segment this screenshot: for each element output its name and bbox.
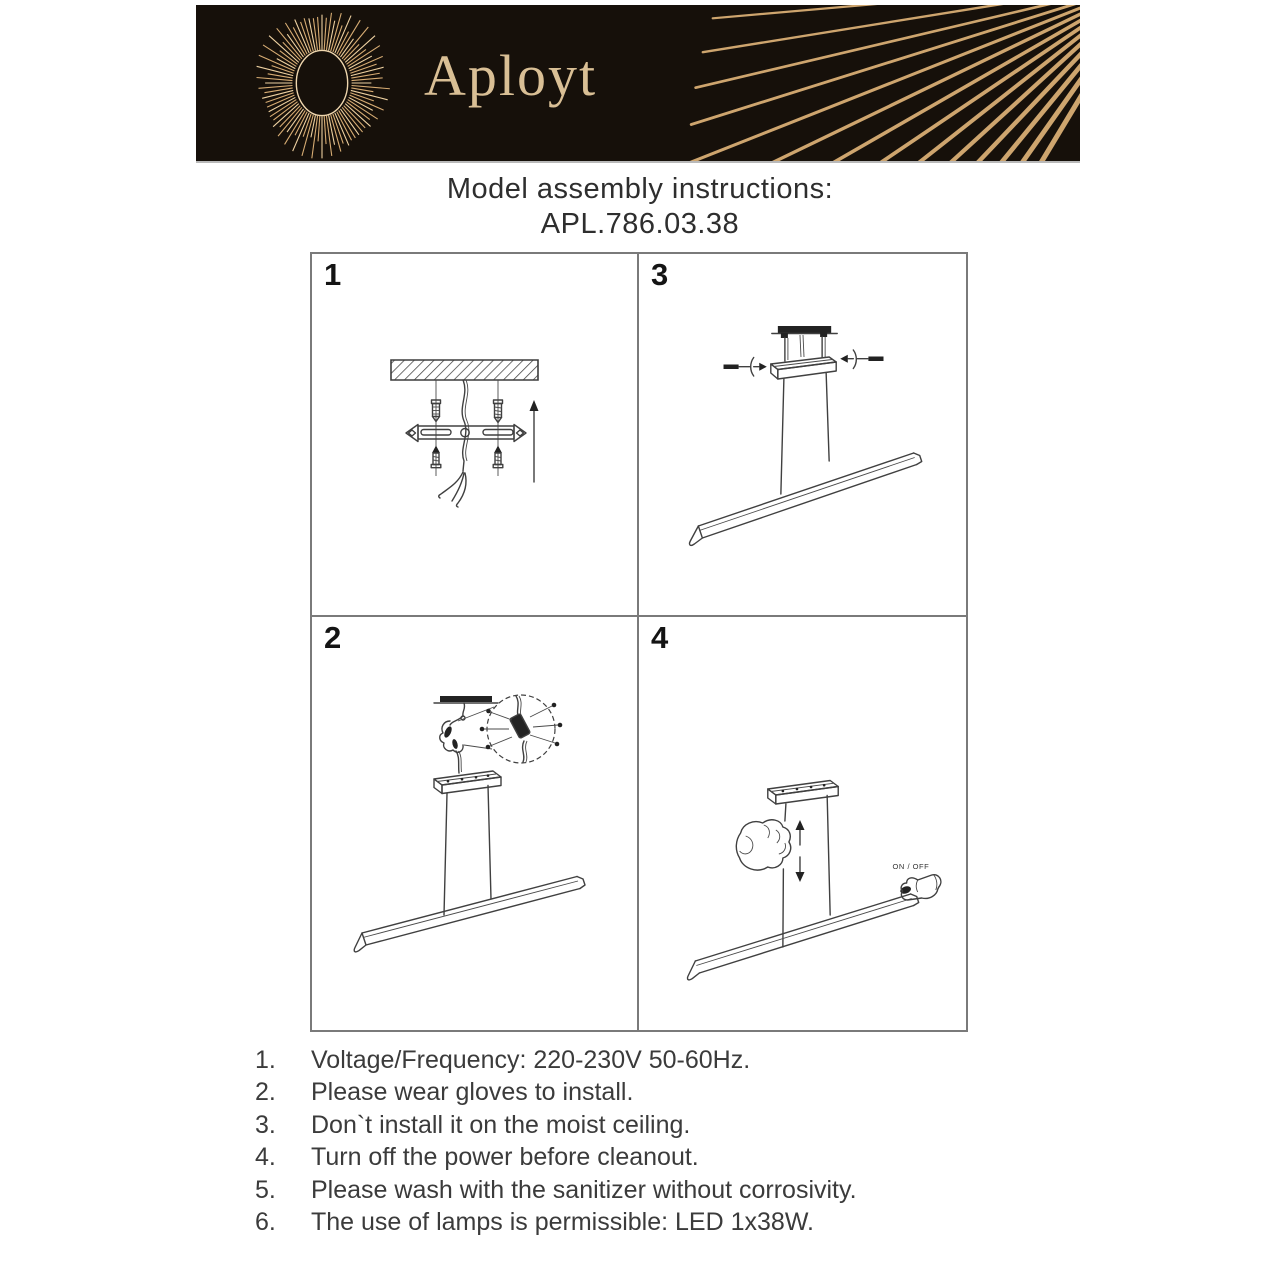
wire-connector	[440, 716, 463, 773]
ceiling-bracket	[434, 696, 498, 720]
list-item	[255, 1109, 1015, 1141]
step-panel-3	[639, 254, 966, 617]
step-panel-4	[639, 617, 966, 1030]
light-bar	[354, 877, 585, 952]
corner-rays-decoration	[196, 5, 1080, 163]
ceiling-plate	[772, 326, 837, 338]
screw	[431, 446, 441, 468]
item-text: Turn off the power before cleanout.	[311, 1143, 699, 1172]
list-item	[255, 1076, 1015, 1108]
item-number: 2.	[255, 1078, 276, 1107]
model-number: APL.786.03.38	[540, 208, 740, 240]
step-panel-1	[312, 254, 639, 617]
step-number: 2	[324, 620, 342, 655]
step-number: 4	[651, 620, 669, 655]
magnifier-inset	[458, 695, 562, 763]
list-item	[255, 1174, 1015, 1206]
item-number: 1.	[255, 1046, 276, 1074]
wiring-diagram	[312, 617, 637, 1030]
item-text: Please wear gloves to install.	[311, 1078, 634, 1107]
item-text: The use of lamps is permissible: LED 1x38W.	[311, 1208, 814, 1237]
step-panel-2	[312, 617, 639, 1030]
light-bar	[688, 894, 919, 980]
list-item	[255, 1044, 1015, 1076]
suspension-cables	[444, 786, 491, 916]
brand-banner	[196, 5, 1080, 163]
notes-list	[255, 1044, 1015, 1238]
item-text: Please wash with the sanitizer without corrosivity.	[311, 1175, 857, 1204]
canopy-screws-diagram	[639, 254, 966, 615]
canopy-box	[434, 771, 501, 794]
title-line: Model assembly instructions:	[446, 173, 834, 205]
on-off-label: ON / OFF	[892, 862, 930, 871]
ceiling-hatch	[391, 360, 538, 380]
brand-name: Aployt	[424, 43, 598, 108]
up-down-arrows-icon	[795, 820, 804, 882]
item-number: 5.	[255, 1175, 276, 1204]
item-number: 4.	[255, 1143, 276, 1172]
side-screw-left	[724, 358, 767, 377]
step-number: 1	[324, 257, 342, 292]
list-item	[255, 1141, 1015, 1173]
item-text: Voltage/Frequency: 220-230V 50-60Hz.	[311, 1046, 751, 1074]
page-title	[0, 172, 1280, 242]
suspension-cables	[781, 373, 829, 494]
screw	[493, 446, 503, 468]
side-screw-right	[840, 350, 883, 369]
canopy-posts	[785, 335, 825, 361]
light-bar	[690, 453, 922, 545]
suspension-cables	[783, 796, 830, 948]
item-number: 6.	[255, 1208, 276, 1237]
item-number: 3.	[255, 1110, 276, 1139]
hand-adjusting-icon	[736, 820, 790, 870]
ceiling-bracket-diagram	[312, 254, 637, 615]
height-adjust-diagram	[639, 617, 966, 1030]
up-arrow-icon	[530, 400, 539, 482]
power-wire	[439, 380, 469, 507]
step-number: 3	[651, 257, 669, 292]
item-text: Don`t install it on the moist ceiling.	[311, 1110, 691, 1139]
list-item	[255, 1206, 1015, 1238]
assembly-steps-grid	[310, 252, 968, 1032]
